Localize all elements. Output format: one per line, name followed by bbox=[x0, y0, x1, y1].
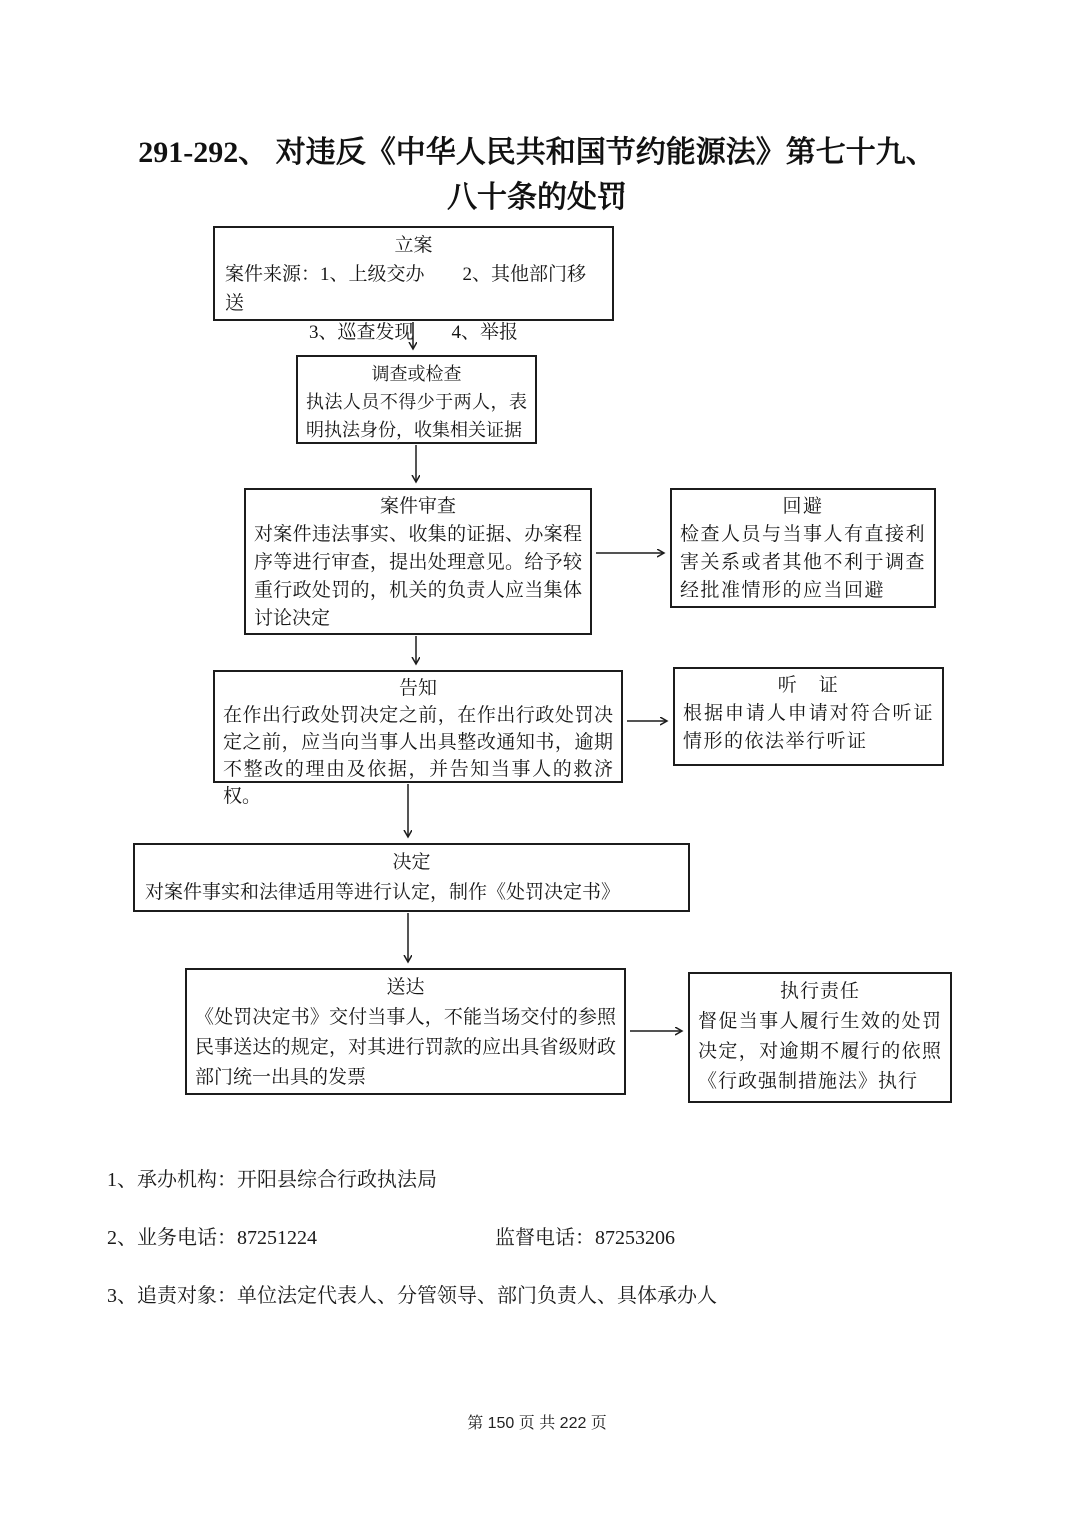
flow-box-review-title: 案件审查 bbox=[379, 496, 456, 517]
flow-box-investigation-body: 执法人员不得少于两人，表明执法身份，收集相关证据 bbox=[306, 392, 527, 440]
page-title-line2: 八十条的处罚 bbox=[447, 181, 627, 214]
note-phones bbox=[107, 1221, 675, 1250]
flow-box-notification-title: 告知 bbox=[398, 678, 437, 699]
flow-box-decision bbox=[133, 843, 690, 912]
flow-box-decision-body: 对案件事实和法律适用等进行认定，制作《处罚决定书》 bbox=[145, 882, 621, 903]
flow-box-investigation-title: 调查或检查 bbox=[371, 364, 462, 384]
flow-box-filing-title: 立案 bbox=[394, 235, 433, 256]
flow-box-investigation bbox=[296, 355, 537, 444]
note-agency: 1、承办机构：开阳县综合行政执法局 bbox=[107, 1169, 437, 1191]
flow-box-filing-sources-line1: 案件来源：1、上级交办 2、其他部门移送 bbox=[225, 264, 587, 314]
flow-box-decision-title: 决定 bbox=[392, 852, 431, 873]
note-business-phone: 2、业务电话：87251224 bbox=[107, 1227, 317, 1249]
flow-box-filing-sources-line2: 3、巡查发现 4、举报 bbox=[308, 322, 518, 343]
page-title bbox=[0, 130, 1074, 220]
flow-box-delivery-body: 《处罚决定书》交付当事人，不能当场交付的参照民事送达的规定，对其进行罚款的应出具省级财政部门统一出具的发票 bbox=[195, 1007, 616, 1088]
page-title-line1: 291-292、 对违反《中华人民共和国节约能源法》第七十九、 bbox=[138, 136, 936, 169]
flow-box-recusal-body: 检查人员与当事人有直接利害关系或者其他不利于调查经批准情形的应当回避 bbox=[680, 524, 927, 601]
flow-box-recusal-title: 回避 bbox=[782, 496, 824, 517]
flow-box-review-body: 对案件违法事实、收集的证据、办案程序等进行审查，提出处理意见。给予较重行政处罚的，机关的负责人应当集体讨论决定 bbox=[254, 524, 582, 629]
flow-box-notification-body: 在作出行政处罚决定之前，在作出行政处罚决定之前，应当向当事人出具整改通知书，逾期不整改的理由及依据，并告知当事人的救济权。 bbox=[223, 705, 613, 807]
flow-box-notification bbox=[213, 670, 623, 807]
note-supervision-phone: 监督电话：87253206 bbox=[495, 1227, 675, 1249]
flow-box-hearing bbox=[673, 667, 944, 766]
flow-box-enforcement-body: 督促当事人履行生效的处罚决定，对逾期不履行的依照《行政强制措施法》执行 bbox=[698, 1011, 942, 1092]
note-accountability: 3、追责对象：单位法定代表人、分管领导、部门负责人、具体承办人 bbox=[107, 1285, 717, 1307]
flow-box-hearing-body: 根据申请人申请对符合听证情形的依法举行听证 bbox=[683, 703, 934, 752]
flow-box-review bbox=[244, 488, 592, 635]
flow-box-delivery-title: 送达 bbox=[386, 977, 425, 998]
page-number: 第 150 页 共 222 页 bbox=[467, 1415, 607, 1432]
flow-box-recusal bbox=[670, 488, 936, 608]
flow-box-filing bbox=[213, 226, 614, 343]
flow-box-enforcement-title: 执行责任 bbox=[779, 981, 860, 1002]
flow-box-hearing-title: 听 证 bbox=[777, 675, 840, 696]
flow-box-enforcement bbox=[688, 972, 952, 1103]
flow-box-delivery bbox=[185, 968, 626, 1095]
